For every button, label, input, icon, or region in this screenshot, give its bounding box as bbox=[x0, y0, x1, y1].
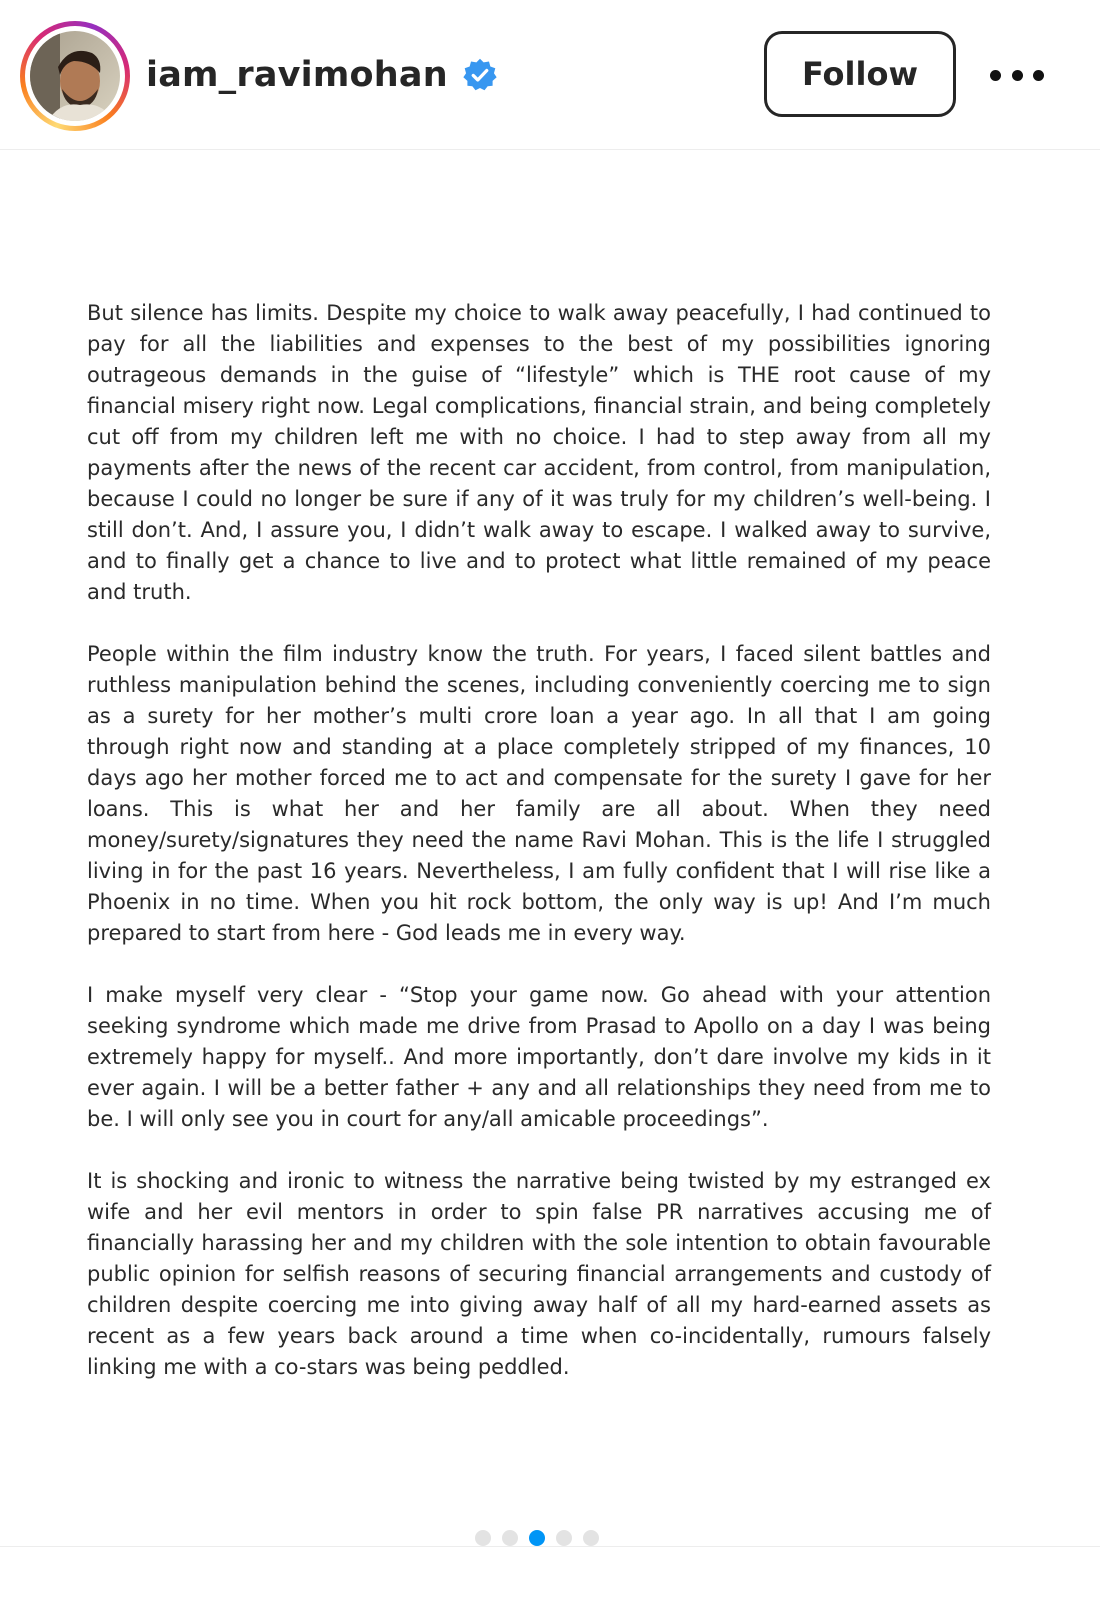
avatar-story-ring[interactable] bbox=[20, 21, 130, 131]
carousel-dot bbox=[556, 1530, 572, 1546]
avatar-photo bbox=[30, 31, 120, 121]
carousel-dot bbox=[583, 1530, 599, 1546]
username-row bbox=[146, 50, 498, 100]
follow-button[interactable]: Follow bbox=[764, 31, 956, 117]
carousel-dot bbox=[475, 1530, 491, 1546]
post-paragraph: But silence has limits. Despite my choice to walk away peacefully, I had continued to pay for all the liabilities and expenses to the best of my possibilities ignoring outrageous demands in the guise of “lifestyle” which is THE root cause of my financial misery right now. Legal complications, financial strain, and being completely cut off from my children left me with no choice. I had to step away from all my payments after the news of the recent car accident, from control, from manipulation, because I could no longer be sure if any of it was truly for my children’s well-being. I still don’t. And, I assure you, I didn’t walk away to escape. I walked away to survive, and to finally get a chance to live and to protect what little remained of my peace and truth. bbox=[87, 301, 991, 604]
verified-badge-icon bbox=[462, 57, 498, 93]
post-header bbox=[0, 0, 1100, 150]
post-paragraph: It is shocking and ironic to witness the narrative being twisted by my estranged ex wife and her evil mentors in order to spin false PR narratives accusing me of financially harassing her and my children with the sole intention to obtain favourable public opinion for selfish reasons of securing financial arrangements and custody of children despite coercing me into giving away half of all my hard-earned assets as recent as a few years back around a time when co-incidentally, rumours falsely linking me with a co-stars was being peddled. bbox=[87, 1169, 991, 1379]
carousel-dot bbox=[502, 1530, 518, 1546]
post-paragraph: People within the film industry know the truth. For years, I faced silent battles and ruthless manipulation behind the scenes, including conveniently coercing me to sign as a surety for her mother’s multi crore loan a year ago. In all that I am going through right now and standing at a place completely stripped of my finances, 10 days ago her mother forced me to act and compensate for the surety I gave for her loans. This is what her and her family are all about. When they need money/surety/signatures they need the name Ravi Mohan. This is the life I struggled living in for the past 16 years. Nevertheless, I am fully confident that I will rise like a Phoenix in no time. When you hit rock bottom, the only way is up! And I’m much prepared to start from here - God leads me in every way. bbox=[87, 642, 991, 945]
more-options-icon[interactable] bbox=[990, 58, 1044, 92]
post-text bbox=[87, 298, 991, 1414]
username[interactable]: iam_ravimohan bbox=[146, 55, 448, 95]
carousel-indicator bbox=[475, 1530, 599, 1546]
divider bbox=[0, 1546, 1100, 1547]
post-paragraph: I make myself very clear - “Stop your game now. Go ahead with your attention seeking syndrome which made me drive from Prasad to Apollo on a day I was being extremely happy for myself.. And more importantly, don’t dare involve my kids in it ever again. I will be a better father + any and all relationships they need from me to be. I will only see you in court for any/all amicable proceedings”. bbox=[87, 983, 991, 1131]
avatar[interactable] bbox=[30, 31, 120, 121]
carousel-dot-active bbox=[529, 1530, 545, 1546]
